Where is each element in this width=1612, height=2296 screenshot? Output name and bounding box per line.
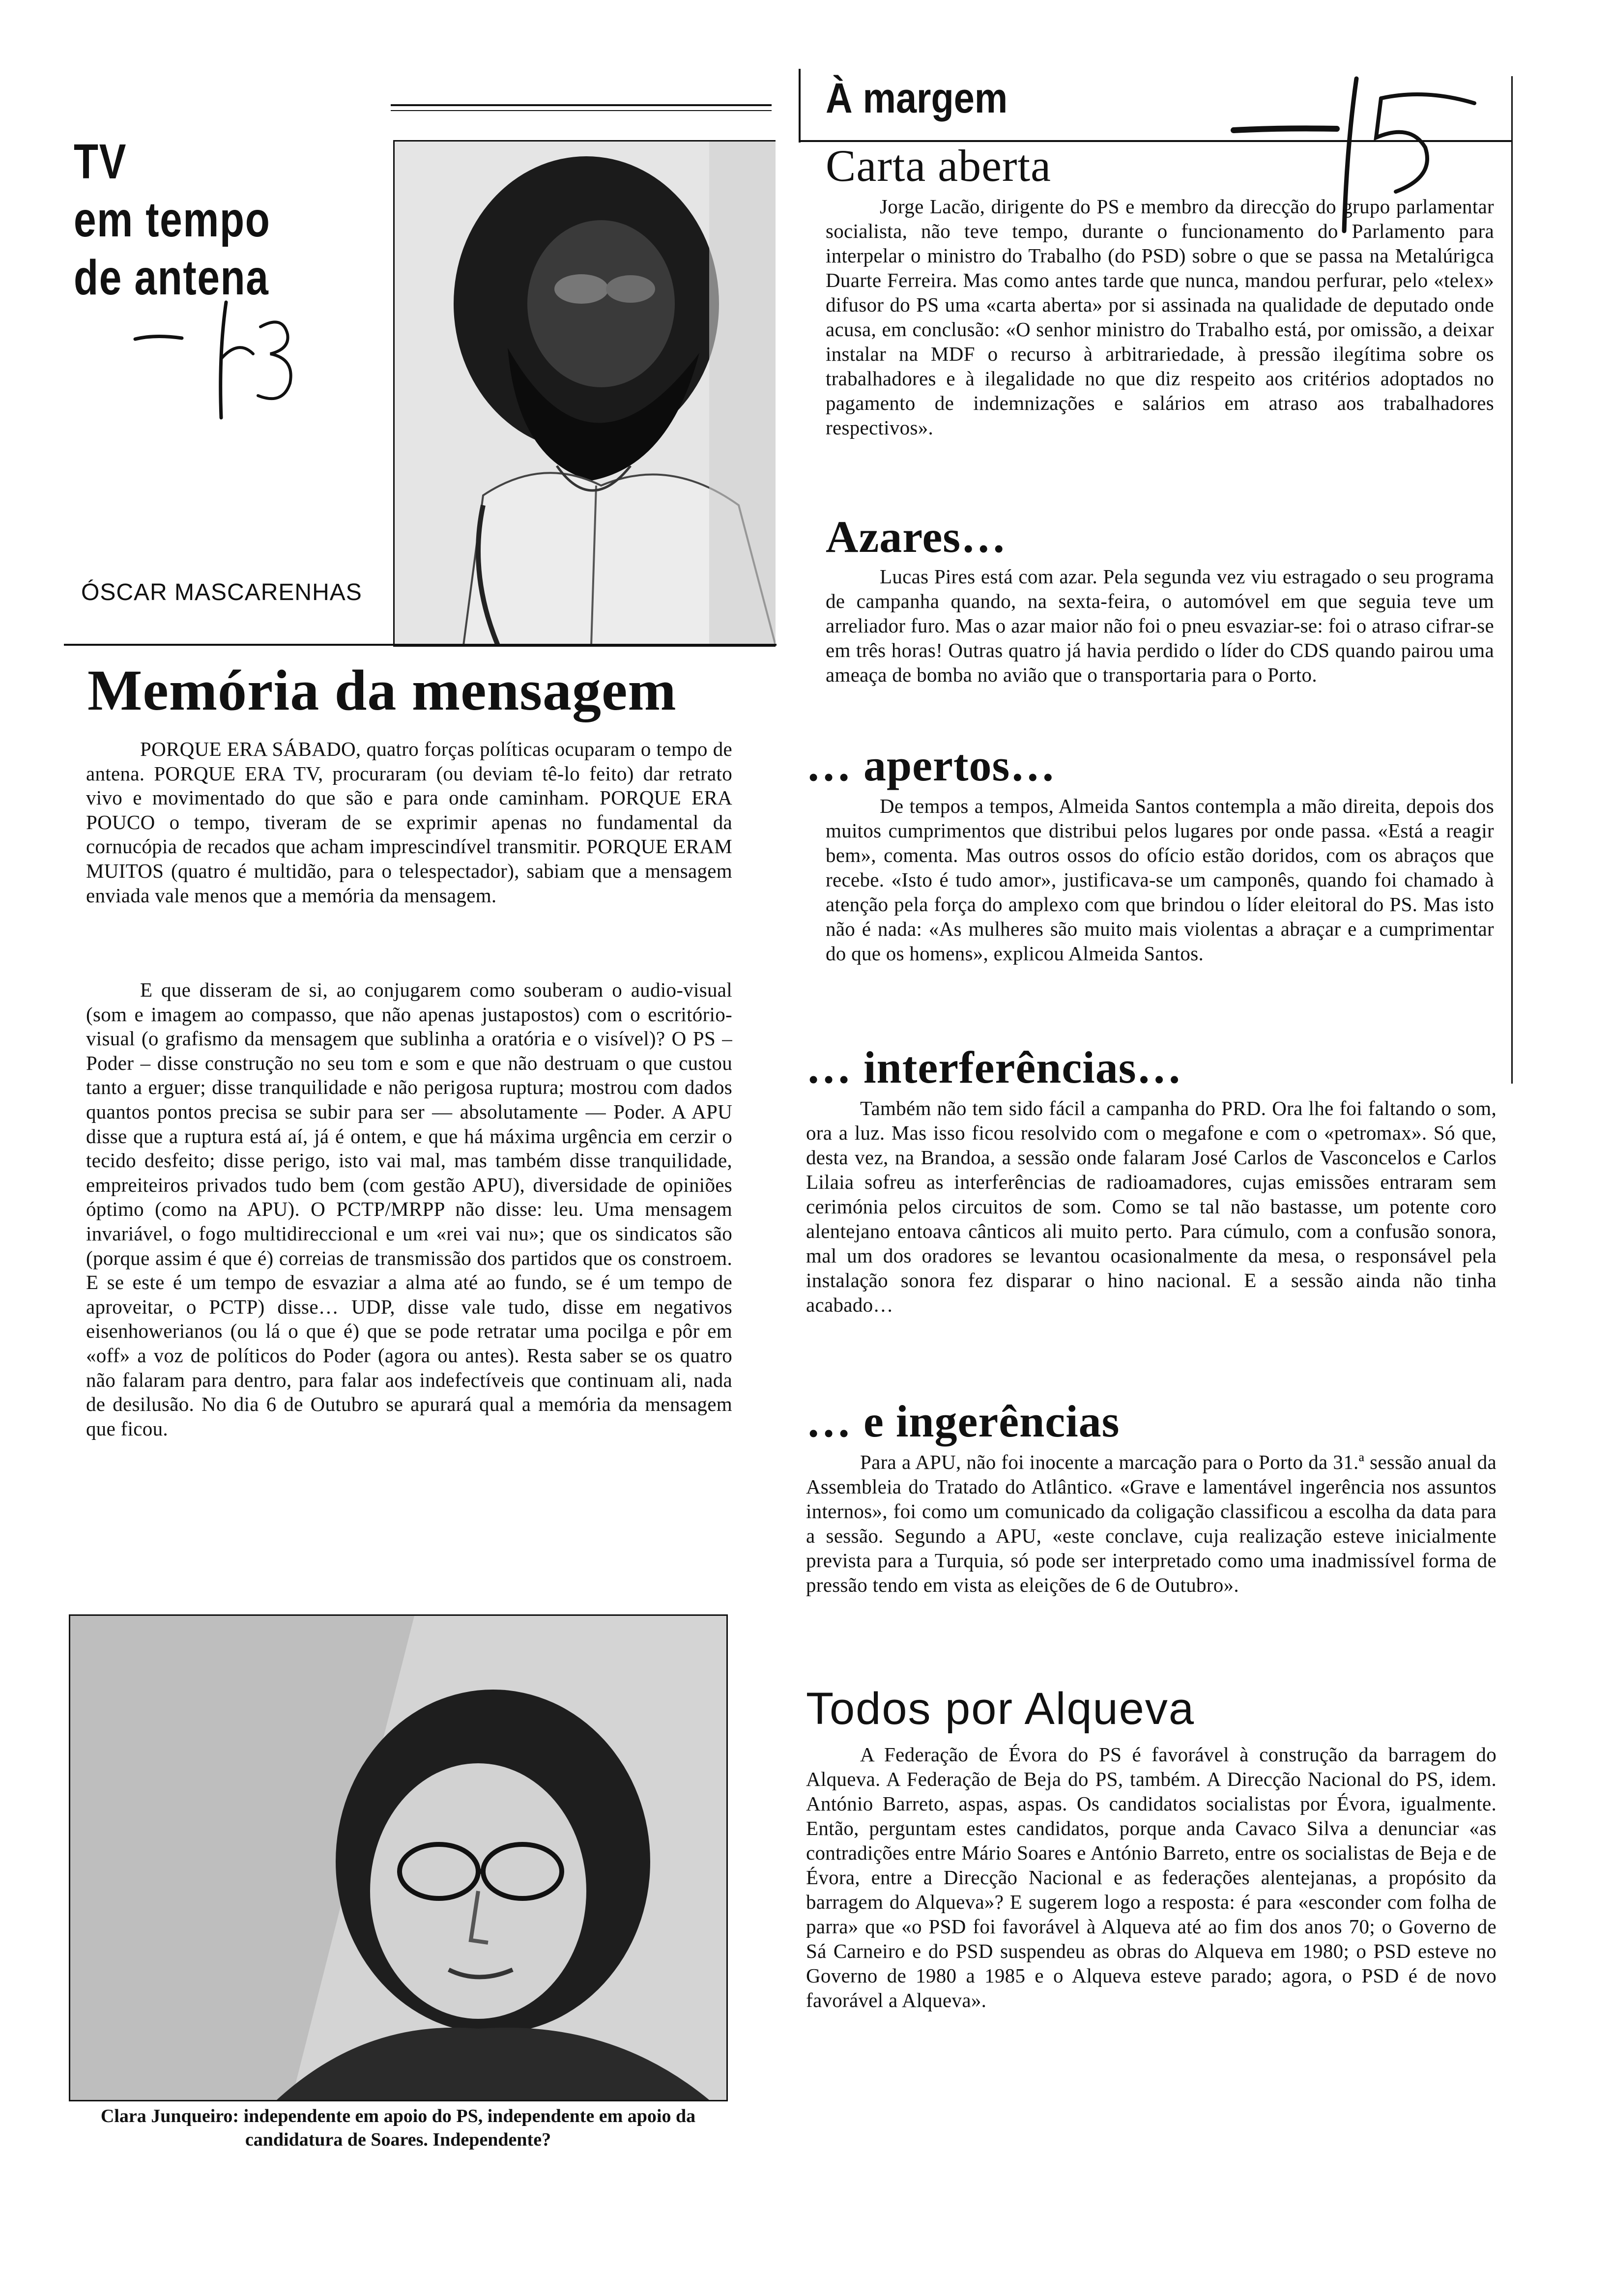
top-rule-left (391, 104, 772, 106)
article-text-ingerencias: Para a APU, não foi inocente a marcação para o Porto da 31.ª sessão anual da Assembleia do Tratado do Atlântico. «Grave e lamentável ingerência nos assuntos internos», foi como um comunicado da coligação classificou a escolha da data para a sessão. Segundo a APU, «este conclave, cuja realização esteve inicialmente prevista para a Turquia, só pode ser interpretado como uma inadmissível forma de pressão tendo em vista as eleições de 6 de Outubro». (806, 1451, 1497, 1596)
article-text-alqueva: A Federação de Évora do PS é favorável à construção da barragem do Alqueva. A Federação de Beja do PS, também. A Direcção Nacional do PS, idem. António Barreto, aspas, aspas. Os candidatos socialistas por Évora, igualmente. Então, perguntam estes candidatos, porque anda Cavaco Silva a denunciar «as contradições entre Mário Soares e António Barreto, entre os socialistas de Beja e de Évora, entre a Direcção Nacional e as federações alentejanas, a propósito da barragem do Alqueva»? E sugerem logo a resposta: é para «esconder com folha de parra» que «o PSD foi favorável à Alqueva até ao fim dos anos 70; o Governo de Sá Carneiro e do PSD suspendeu as obras do Alqueva em 1980; o PSD esteve no Governo de 1980 a 1985 e o Alqueva esteve parado; agora, o PSD é de novo favorável a Alqueva». (806, 1743, 1497, 2011)
column-divider (799, 69, 801, 143)
article-text-carta-aberta: Jorge Lacão, dirigente do PS e membro da direcção do grupo parlamentar socialista, não teve tempo, durante o funcionamento do Parlamento para interpelar o ministro do Trabalho (do PSD) sobre o que se passa na Metalúrigca Duarte Ferreira. Mas como antes tarde que nunca, mandou perfurar, pelo «telex» difusor do PS uma «carta aberta» por si assinada na qualidade de deputado onde acusa, em conclusão: «O senhor ministro do Trabalho está, por omissão, a deixar instalar na MDF o recurso à arbitrariedade, à pressão ilegítima sobre os trabalhadores e à ilegalidade no que diz respeito aos critérios adoptados no pagamento de indemnizações e salários em atraso aos trabalhadores respectivos». (826, 195, 1494, 439)
article-text-azares: Lucas Pires está com azar. Pela segunda vez viu estragado o seu programa de campanha quando, na sexta-feira, o automóvel em que seguia teve um arreliador furo. Mas o azar maior não foi o pneu esvaziar-se: foi o atraso cifrar-se em três horas! Outras quatro já havia perdido o líder do CDS quando pairou uma ameaça de bomba no avião que o transportaria para o Porto. (826, 565, 1494, 686)
section-label: À margem (826, 75, 1008, 122)
rule-under-portrait (64, 644, 777, 646)
article-headline-interferencias: … interferências… (806, 1042, 1182, 1092)
main-article-paragraph-2: E que disseram de si, ao conjugarem como souberam o audio-visual (som e imagem ao compasso, que não apenas justapostos) com o escritório-visual (o grafismo da mensagem que sublinha a oratória e o visível)? O PS – Poder – disse construção no seu tom e som e que não destruam o que custou tanto a erguer; disse tranquilidade e não perigosa ruptura; mostrou com dados quantos pontos precisa se subir para ser — absolutamente — Poder. A APU disse que a ruptura está aí, já é ontem, e que há máxima urgência em cerzir o tecido desfeito; disse perigo, isto vai mal, mas também disse tranquilidade, empreiteiros privados tudo bem (com gestão APU), diversidade de opiniões óptimo (como na APU). O PCTP/MRPP não disse: leu. Uma mensagem invariável, o fogo multidireccional e um «rei vai nu»; que os sindicatos são (porque assim é que é) correias de transmissão dos partidos que os constroem. E se este é um tempo de esvaziar a alma até ao fundo, se é um tempo de aproveitar, o PCTP) disse… UDP, disse vale tudo, disse em negativos eisenhowerianos (ou lá o que é) que se pode retratar uma pocilga e pôr em «off» a voz de políticos do Poder (agora ou antes). Resta saber se os quatro não falaram para dentro, para falar aos indefectíveis que continuam ali, nada de desilusão. No dia 6 de Outubro se apurará qual a memória da mensagem que ficou. (86, 978, 732, 1440)
top-rule-left-thin (391, 110, 772, 111)
tv-title-line-1: TV (74, 134, 127, 189)
photo-caption: Clara Junqueiro: independente em apoio do PS, independente em apoio da candidatura de Soares. Independente? (100, 2106, 696, 2150)
tv-title-line-2: em tempo (74, 192, 271, 247)
main-article-paragraph-1: PORQUE ERA SÁBADO, quatro forças políticas ocuparam o tempo de antena. PORQUE ERA TV, procuraram (ou deviam tê-lo feito) dar retrato vivo e movimentado do que são e para onde caminham. PORQUE ERA POUCO o tempo, tiveram de se exprimir apenas no fundamental da cornucópia de recados que acham imprescindível transmitir. PORQUE ERAM MUITOS (quatro é multidão, para o telespectador), sabiam que a mensagem enviada vale menos que a memória da mensagem. (86, 738, 732, 907)
article-text-interferencias: Também não tem sido fácil a campanha do PRD. Ora lhe foi faltando o som, ora a luz. Mas isso ficou resolvido com o megafone e com o «petromax». Só que, desta vez, na Brandoa, a sessão onde falaram José Carlos de Vasconcelos e Carlos Lilaia sofreu as interferências de radioamadores, cujas emissões entraram sem cerimónia pelos circuitos de som. Como se tal não bastasse, um potente coro alentejano entoava cânticos ali muito perto. Para cúmulo, com a confusão sonora, mal um dos oradores se levantou ocasionalmente da mesa, o responsável pela instalação sonora fez disparar o hino nacional. E a sessão ainda não tinha acabado… (806, 1097, 1497, 1316)
tv-section-title (74, 133, 283, 307)
main-headline: Memória da mensagem (87, 658, 677, 722)
article-headline-alqueva: Todos por Alqueva (806, 1684, 1195, 1734)
photo-clara-junqueiro (69, 1614, 728, 2101)
article-headline-azares: Azares… (826, 512, 1007, 562)
tv-title-line-3: de antena (74, 250, 269, 305)
handwritten-mark-13 (125, 285, 332, 428)
article-headline-ingerencias: … e ingerências (806, 1396, 1120, 1446)
article-headline-apertos: … apertos… (806, 740, 1056, 790)
right-border-line (1511, 76, 1513, 1084)
photo-credit: ÓSCAR MASCARENHAS (81, 579, 362, 605)
article-text-apertos: De tempos a tempos, Almeida Santos contempla a mão direita, depois dos muitos cumprimentos que distribui pelos lugares por onde passa. «Está a reagir bem», comenta. Mas outros ossos do ofício estão doridos, com os abraços que recebe. «Isto é tudo amor», justificava-se um camponês, quando foi chamado à atenção pela força do amplexo com que brindou o líder eleitoral do PS. Mas isto não é nada: «As mulheres são muito mais violentas a abraçar e a cumprimentar do que os homens», explicou Almeida Santos. (826, 795, 1494, 965)
article-headline-carta-aberta: Carta aberta (826, 141, 1051, 191)
portrait-photo-man (393, 140, 776, 647)
